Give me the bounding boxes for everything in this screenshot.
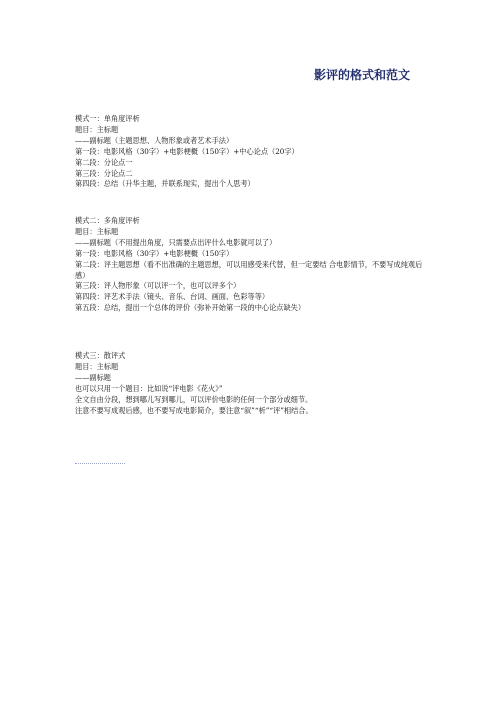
document-title: 影评的格式和范文 — [313, 68, 410, 82]
subtitle-line: ——副标题（主题思想、人物形象或者艺术手法） — [75, 135, 234, 145]
title-line: 题目：主标题 — [75, 226, 119, 236]
section-mode-one — [75, 114, 435, 190]
paragraph-line: 第三段：评人物形象（可以评一个，也可以评多个） — [75, 281, 241, 291]
paragraph-line: 注意不要写成观后感，也不要写成电影简介，要注意“叙”“析”“评”相结合。 — [75, 405, 313, 415]
paragraph-line: 第一段：电影风格（30字）+电影梗概（150字）+中心论点（20字） — [75, 146, 299, 156]
title-line: 题目：主标题 — [75, 361, 119, 371]
footer-divider — [75, 463, 125, 464]
paragraph-line: 第四段：总结（升华主题，并联系现实，提出个人思考） — [75, 179, 255, 189]
paragraph-line: 第二段：评主题思想（看不出准确的主题思想，可以用感受来代替，但一定要结 合电影情节，不要写成纯观后感） — [75, 259, 423, 280]
title-line: 题目：主标题 — [75, 124, 119, 134]
paragraph-line: 第一段：电影风格（30字）+电影梗概（150字） — [75, 248, 234, 258]
paragraph-line: 第五段：总结，提出一个总体的评价（弥补开始第一段的中心论点缺失） — [75, 303, 306, 313]
section-heading: 模式三：散评式 — [75, 351, 126, 360]
section-heading: 模式二：多角度评析 — [75, 216, 140, 225]
paragraph-line: 第三段：分论点二 — [75, 168, 133, 178]
subtitle-line: ——副标题（不用提出角度，只需要点出评什么电影就可以了） — [75, 237, 277, 247]
paragraph-line: 全文自由分段，想到哪儿写到哪儿，可以评价电影的任何一个部分或细节。 — [75, 394, 313, 404]
paragraph-line: 也可以只用一个题目：比如说“评电影《花火》” — [75, 383, 223, 393]
section-mode-three — [75, 351, 435, 416]
paragraph-line: 第二段：分论点一 — [75, 157, 133, 167]
subtitle-line: ——副标题 — [75, 372, 111, 382]
section-heading: 模式一：单角度评析 — [75, 114, 140, 123]
section-mode-two — [75, 216, 435, 314]
paragraph-line: 第四段：评艺术手法（镜头、音乐、台词、画面、色彩等等） — [75, 292, 270, 302]
